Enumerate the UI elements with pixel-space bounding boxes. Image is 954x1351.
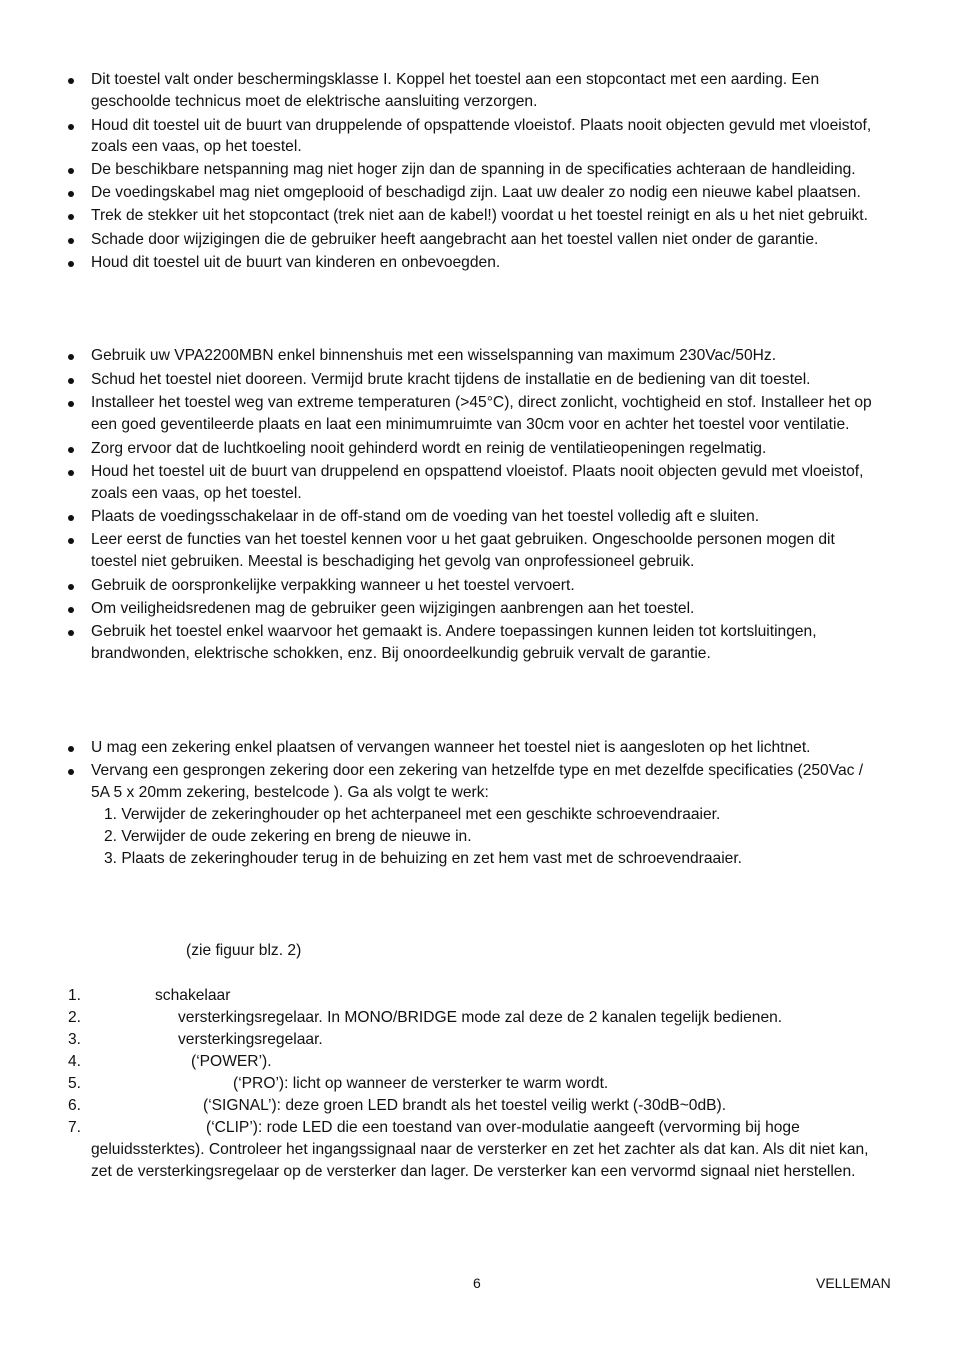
bullet-icon	[66, 599, 76, 619]
list-item-line: Gebruik uw VPA2200MBN enkel binnenshuis met een wisselspanning van maximum 230Vac/50Hz.	[91, 347, 777, 364]
list-item-line: geschoolde technicus moet de elektrische aansluiting verzorgen.	[91, 93, 538, 110]
footer-brand: VELLEMAN	[816, 1275, 891, 1291]
control-description: versterkingsregelaar.	[178, 1031, 323, 1048]
list-item-line: Houd het toestel uit de buurt van druppelend en opspattend vloeistof. Plaats nooit objecten gevuld met vloeistof,	[91, 463, 864, 480]
fuse-step: 3. Plaats de zekeringhouder terug in de behuizing en zet hem vast met de schroevendraaier.	[104, 850, 743, 867]
fuse-step: 1. Verwijder de zekeringhouder op het achterpaneel met een geschikte schroevendraaier.	[104, 806, 721, 823]
bullet-icon	[66, 206, 76, 226]
control-description: versterkingsregelaar. In MONO/BRIDGE mode zal deze de 2 kanalen tegelijk bedienen.	[178, 1009, 783, 1026]
control-description: schakelaar	[155, 987, 231, 1004]
page-number: 6	[473, 1275, 481, 1291]
list-item-line: De voedingskabel mag niet omgeplooid of beschadigd zijn. Laat uw dealer zo nodig een nieuwe kabel plaatsen.	[91, 184, 861, 201]
bullet-icon	[66, 183, 76, 203]
bullet-icon	[66, 160, 76, 180]
control-description: (‘SIGNAL’): deze groen LED brandt als het toestel veilig werkt (-30dB~0dB).	[203, 1097, 727, 1114]
figure-reference: (zie figuur blz. 2)	[186, 942, 302, 959]
list-item-line: toestel niet gebruiken. Meestal is beschadiging het gevolg van onprofessioneel gebruik.	[91, 553, 695, 570]
list-item-line: Dit toestel valt onder beschermingsklasse I. Koppel het toestel aan een stopcontact met een aarding. Een	[91, 71, 820, 88]
list-item-line: Plaats de voedingsschakelaar in de off-stand om de voeding van het toestel volledig aft e sluiten.	[91, 508, 760, 525]
bullet-icon	[66, 116, 76, 136]
list-item-line: Gebruik de oorspronkelijke verpakking wanneer u het toestel vervoert.	[91, 577, 575, 594]
control-description: (‘PRO’): licht op wanneer de versterker te warm wordt.	[233, 1075, 609, 1092]
control-number: 5.	[68, 1075, 82, 1092]
bullet-icon	[66, 507, 76, 527]
bullet-icon	[66, 370, 76, 390]
list-item-line: 5A 5 x 20mm zekering, bestelcode ). Ga als volgt te werk:	[91, 784, 489, 801]
control-number: 3.	[68, 1031, 82, 1048]
bullet-icon	[66, 346, 76, 366]
bullet-icon	[66, 230, 76, 250]
bullet-icon	[66, 738, 76, 758]
list-item-line: Trek de stekker uit het stopcontact (trek niet aan de kabel!) voordat u het toestel reinigt en als u het niet gebruikt.	[91, 207, 868, 224]
control-number: 7.	[68, 1119, 82, 1136]
list-item-line: zoals een vaas, op het toestel.	[91, 485, 302, 502]
list-item-line: Om veiligheidsredenen mag de gebruiker geen wijzigingen aanbrengen aan het toestel.	[91, 600, 695, 617]
bullet-icon	[66, 253, 76, 273]
list-item-line: Leer eerst de functies van het toestel kennen voor u het gaat gebruiken. Ongeschoolde personen mogen dit	[91, 531, 835, 548]
list-item-line: Vervang een gesprongen zekering door een zekering van hetzelfde type en met dezelfde specificaties (250Vac /	[91, 762, 864, 779]
list-item-line: brandwonden, elektrische schokken, enz. Bij onoordeelkundig gebruik vervalt de garantie.	[91, 645, 711, 662]
control-number: 6.	[68, 1097, 82, 1114]
list-item-line: Zorg ervoor dat de luchtkoeling nooit gehinderd wordt en reinig de ventilatieopeningen regelmatig.	[91, 440, 767, 457]
list-item-line: zoals een vaas, op het toestel.	[91, 138, 302, 155]
bullet-icon	[66, 70, 76, 90]
bullet-icon	[66, 576, 76, 596]
list-item-line: Gebruik het toestel enkel waarvoor het gemaakt is. Andere toepassingen kunnen leiden tot kortsluitingen,	[91, 623, 817, 640]
list-item-line: Houd dit toestel uit de buurt van druppelende of opspattende vloeistof. Plaats nooit objecten gevuld met vloeistof,	[91, 117, 872, 134]
list-item-line: Houd dit toestel uit de buurt van kinderen en onbevoegden.	[91, 254, 501, 271]
control-description-continued: zet de versterkingsregelaar op de versterker dan lager. De versterker kan een vervormd signaal niet herstellen.	[91, 1163, 856, 1180]
control-number: 1.	[68, 987, 82, 1004]
fuse-step: 2. Verwijder de oude zekering en breng de nieuwe in.	[104, 828, 472, 845]
control-description: (‘CLIP’): rode LED die een toestand van over-modulatie aangeeft (vervorming bij hoge	[206, 1119, 800, 1136]
list-item-line: Schud het toestel niet dooreen. Vermijd brute kracht tijdens de installatie en de bediening van dit toestel.	[91, 371, 811, 388]
bullet-icon	[66, 530, 76, 550]
bullet-icon	[66, 439, 76, 459]
list-item-line: U mag een zekering enkel plaatsen of vervangen wanneer het toestel niet is aangesloten op het lichtnet.	[91, 739, 811, 756]
bullet-icon	[66, 462, 76, 482]
bullet-icon	[66, 393, 76, 413]
control-description: (‘POWER’).	[191, 1053, 272, 1070]
bullet-icon	[66, 761, 76, 781]
list-item-line: Schade door wijzigingen die de gebruiker heeft aangebracht aan het toestel vallen niet onder de garantie.	[91, 231, 819, 248]
list-item-line: Installeer het toestel weg van extreme temperaturen (>45°C), direct zonlicht, vochtigheid en stof. Installeer het op	[91, 394, 872, 411]
bullet-icon	[66, 622, 76, 642]
control-description-continued: geluidssterktes). Controleer het ingangssignaal naar de versterker en zet het zachter als dat kan. Als dit niet kan,	[91, 1141, 869, 1158]
control-number: 2.	[68, 1009, 82, 1026]
control-number: 4.	[68, 1053, 82, 1070]
list-item-line: De beschikbare netspanning mag niet hoger zijn dan de spanning in de specificaties achteraan de handleiding.	[91, 161, 856, 178]
list-item-line: een goed geventileerde plaats en laat een minimumruimte van 30cm voor en achter het toestel voor ventilatie.	[91, 416, 850, 433]
